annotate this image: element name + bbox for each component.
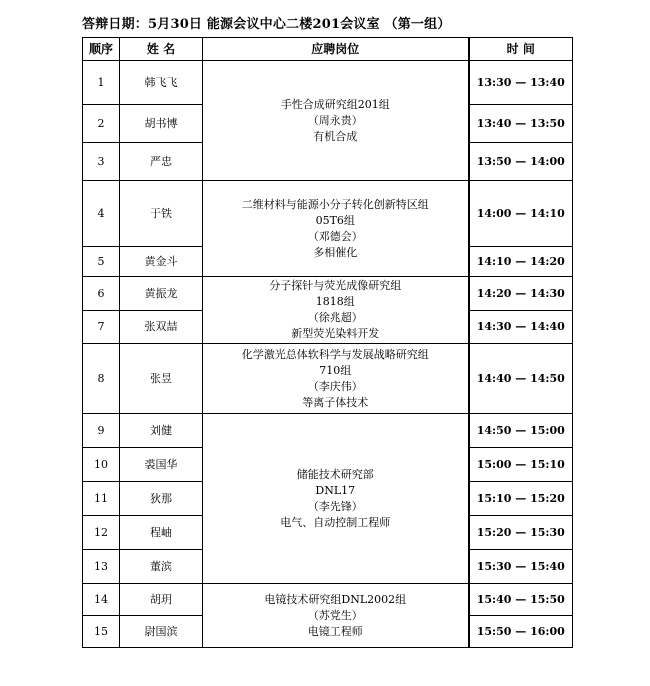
row-seq: 13	[83, 550, 120, 584]
position-cell	[203, 344, 469, 414]
row-time: 14:50 — 15:00	[469, 414, 573, 448]
page-title: 答辩日期：5月30日 能源会议中心二楼201会议室 （第一组）	[82, 17, 451, 32]
position-line: 电气、自动控制工程师	[280, 515, 391, 529]
position-line: 新型荧光染料开发	[291, 327, 380, 340]
row-seq: 5	[83, 247, 120, 277]
position-line: 多相催化	[313, 245, 358, 259]
table-row	[83, 414, 573, 448]
position-line: 1818组	[315, 295, 355, 308]
header-position: 应聘岗位	[203, 38, 469, 61]
row-seq: 2	[83, 105, 120, 143]
row-time: 15:20 — 15:30	[469, 516, 573, 550]
table-row	[83, 344, 573, 414]
row-name: 张昱	[120, 344, 203, 414]
table-row	[83, 584, 573, 616]
row-time: 14:00 — 14:10	[469, 181, 573, 247]
row-seq: 7	[83, 311, 120, 344]
position-line: 分子探针与荧光成像研究组	[269, 279, 402, 292]
row-seq: 12	[83, 516, 120, 550]
position-line: 二维材料与能源小分子转化创新特区组	[241, 197, 429, 211]
row-name: 于铁	[120, 181, 203, 247]
row-name: 韩飞飞	[120, 61, 203, 105]
position-line: 电镜技术研究组DNL2002组	[264, 592, 407, 606]
position-cell	[203, 277, 469, 344]
row-time: 15:00 — 15:10	[469, 448, 573, 482]
position-line: 手性合成研究组201组	[280, 97, 390, 111]
row-name: 胡书博	[120, 105, 203, 143]
row-time: 13:40 — 13:50	[469, 105, 573, 143]
position-line: 有机合成	[313, 129, 358, 143]
table-row	[83, 61, 573, 105]
row-time: 14:10 — 14:20	[469, 247, 573, 277]
row-time: 14:30 — 14:40	[469, 311, 573, 344]
position-line: 化学激光总体软科学与发展战略研究组	[241, 347, 429, 361]
row-seq: 15	[83, 616, 120, 648]
row-time: 14:20 — 14:30	[469, 277, 573, 311]
row-seq: 3	[83, 143, 120, 181]
position-line: 05T6组	[315, 213, 355, 227]
row-time: 15:40 — 15:50	[469, 584, 573, 616]
schedule-table	[82, 37, 573, 648]
row-name: 尉国滨	[120, 616, 203, 648]
row-name: 胡玥	[120, 584, 203, 616]
row-time: 15:10 — 15:20	[469, 482, 573, 516]
row-name: 严忠	[120, 143, 203, 181]
position-cell	[203, 181, 469, 277]
position-line: 等离子体技术	[302, 395, 369, 409]
row-name: 黄金斗	[120, 247, 203, 277]
row-name: 黄振龙	[120, 277, 203, 311]
position-line: （邓德会）	[307, 229, 363, 243]
row-name: 董滨	[120, 550, 203, 584]
header-seq: 顺序	[83, 38, 120, 61]
position-line: （李庆伟）	[307, 379, 363, 393]
row-name: 裘国华	[120, 448, 203, 482]
row-time: 14:40 — 14:50	[469, 344, 573, 414]
position-line: 710组	[319, 363, 352, 377]
row-seq: 9	[83, 414, 120, 448]
position-cell	[203, 414, 469, 584]
row-seq: 8	[83, 344, 120, 414]
position-line: DNL17	[315, 483, 356, 497]
row-seq: 10	[83, 448, 120, 482]
row-time: 13:50 — 14:00	[469, 143, 573, 181]
row-name: 狄那	[120, 482, 203, 516]
header-time: 时 间	[469, 38, 573, 61]
header-name: 姓 名	[120, 38, 203, 61]
row-name: 张双喆	[120, 311, 203, 344]
row-time: 13:30 — 13:40	[469, 61, 573, 105]
table-row	[83, 181, 573, 247]
table-row	[83, 277, 573, 311]
row-seq: 11	[83, 482, 120, 516]
position-cell	[203, 61, 469, 181]
row-name: 刘健	[120, 414, 203, 448]
table-header-row	[83, 38, 573, 61]
position-line: 电镜工程师	[307, 624, 363, 638]
row-seq: 6	[83, 277, 120, 311]
position-cell	[203, 584, 469, 648]
position-line: （苏党生）	[307, 608, 363, 622]
row-seq: 4	[83, 181, 120, 247]
row-time: 15:50 — 16:00	[469, 616, 573, 648]
position-line: 储能技术研究部	[296, 467, 374, 481]
position-line: （徐兆超）	[307, 311, 363, 324]
position-line: （李先锋）	[307, 499, 363, 513]
row-seq: 14	[83, 584, 120, 616]
position-line: （周永贵）	[307, 113, 363, 127]
row-time: 15:30 — 15:40	[469, 550, 573, 584]
row-name: 程岫	[120, 516, 203, 550]
row-seq: 1	[83, 61, 120, 105]
